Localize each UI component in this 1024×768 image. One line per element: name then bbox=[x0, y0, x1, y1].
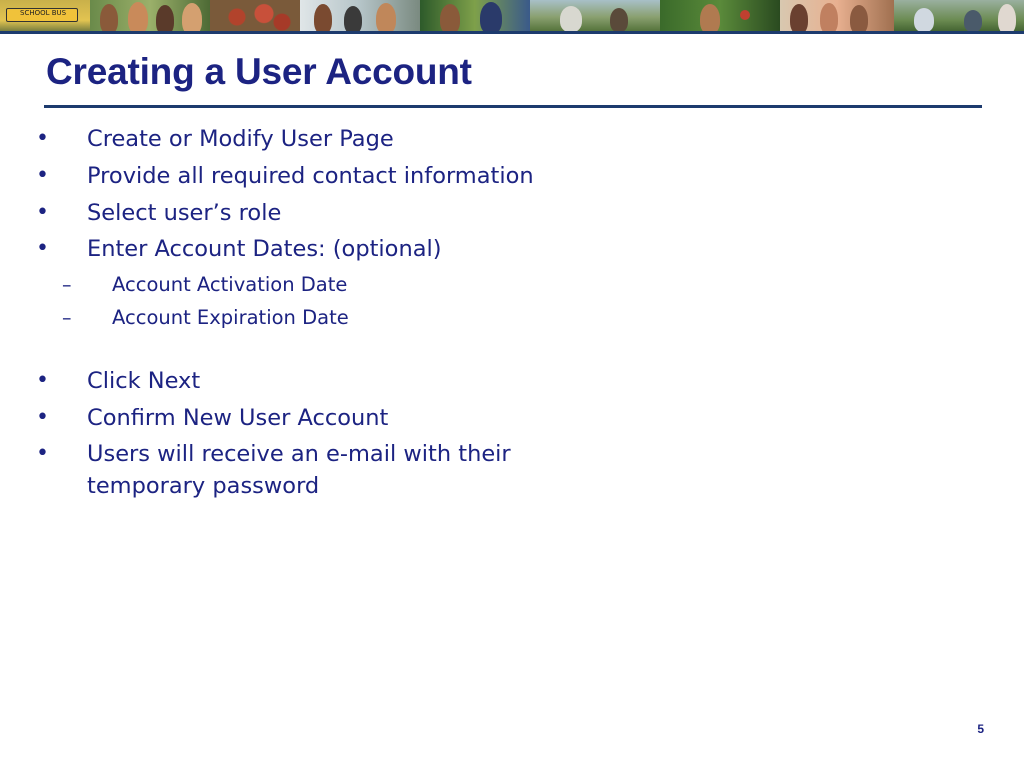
field-workers-photo bbox=[530, 0, 660, 34]
dash-icon: – bbox=[62, 307, 72, 329]
orchard-photo bbox=[660, 0, 780, 34]
crop-workers-photo bbox=[894, 0, 1024, 34]
school-bus-photo bbox=[0, 0, 90, 34]
bullet-dot-icon: • bbox=[36, 126, 49, 151]
children-photo bbox=[90, 0, 210, 34]
bullet-dot-icon: • bbox=[36, 163, 49, 188]
bullet-text: Users will receive an e-mail with their temporary password bbox=[87, 441, 511, 499]
bullet-dot-icon: • bbox=[36, 405, 49, 430]
title-divider bbox=[44, 105, 982, 108]
bullet-text: Select user’s role bbox=[87, 200, 282, 226]
page-number: 5 bbox=[977, 722, 984, 736]
bus-sign-text: SCHOOL BUS bbox=[20, 9, 67, 17]
girls-photo bbox=[780, 0, 894, 34]
bullet-text: Provide all required contact information bbox=[87, 163, 534, 189]
bullet-text: Create or Modify User Page bbox=[87, 126, 394, 152]
student-photo bbox=[420, 0, 530, 34]
bullet-dot-icon: • bbox=[36, 200, 49, 225]
people-photo bbox=[300, 0, 420, 34]
produce-photo bbox=[210, 0, 300, 34]
dash-icon: – bbox=[62, 274, 72, 296]
sub-bullet-text: Account Expiration Date bbox=[112, 306, 349, 329]
slide-title: Creating a User Account bbox=[46, 51, 472, 92]
bullet-text: Click Next bbox=[87, 368, 201, 394]
bullet-dot-icon: • bbox=[36, 368, 49, 393]
bullet-text: Confirm New User Account bbox=[87, 405, 389, 431]
bullet-dot-icon: • bbox=[36, 441, 49, 466]
bullet-text: Enter Account Dates: (optional) bbox=[87, 236, 442, 262]
banner-underline bbox=[0, 31, 1024, 34]
photo-banner bbox=[0, 0, 1024, 34]
sub-bullet-text: Account Activation Date bbox=[112, 273, 348, 296]
bullet-dot-icon: • bbox=[36, 236, 49, 261]
